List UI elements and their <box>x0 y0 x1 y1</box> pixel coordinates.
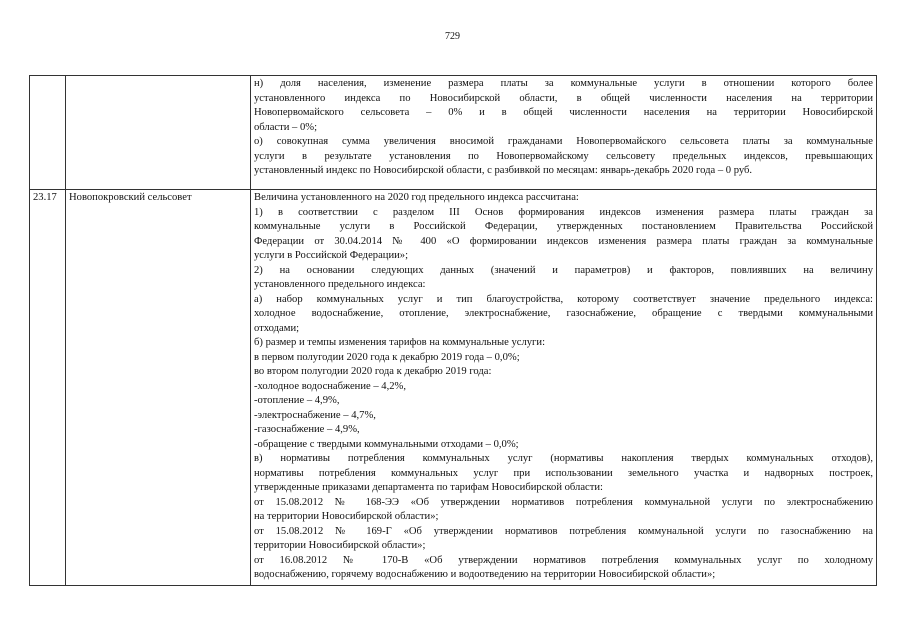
name-cell-empty <box>66 76 251 190</box>
index-calculation-text-block <box>254 191 873 583</box>
row-23-17-text-line: в первом полугодии 2020 года к декабрю 2019 года – 0,0%; <box>254 351 520 363</box>
continued-text-line: о) совокупная сумма увеличения вносимой гражданами Новопервомайского сельсовета платы за коммунальные <box>254 136 873 147</box>
row-23-17-text-line: отходами; <box>254 322 300 334</box>
row-23-17-text-line: 2) на основании следующих данных (значений и параметров) и факторов, повлиявших на величину <box>254 264 873 276</box>
row-23-17-text-line: водоснабжению, горячему водоснабжению и водоотведению на территории Новосибирской области»; <box>254 569 716 580</box>
row-23-17-text-line: утвержденные приказами департамента по тарифам Новосибирской области: <box>254 482 603 493</box>
continued-text-line: услуги в результате установления по Новопервомайскому сельсовету предельных индексов, превышающих <box>254 150 873 162</box>
row-23-17-text-line: коммунальные услуги в Российской Федерации, утвержденных постановлением Правительства Российской <box>254 221 873 232</box>
row-23-17-text-line: услуги в Российской Федерации»; <box>254 250 409 261</box>
row-23-17-text-line: территории Новосибирской области»; <box>254 540 426 551</box>
row-23-17-text-line: во втором полугодии 2020 года к декабрю 2019 года: <box>254 366 492 377</box>
row-23-17-text-line: -отопление – 4,9%, <box>254 395 340 406</box>
row-23-17-text-line: -холодное водоснабжение – 4,2%, <box>254 380 406 392</box>
row-23-17-text-line: б) размер и темпы изменения тарифов на коммунальные услуги: <box>254 337 546 348</box>
row-23-17-text-line: установленного предельного индекса: <box>254 279 426 290</box>
row-23-17-text-line: на территории Новосибирской области»; <box>254 511 439 522</box>
row-23-17-text-line: Федерации от 30.04.2014 № 400 «О формировании индексов изменения размера платы граждан за коммунальные <box>254 235 873 247</box>
text-cell-continued <box>251 76 877 190</box>
continued-text-block <box>254 77 873 179</box>
row-23-17-text-line: в) нормативы потребления коммунальных услуг (нормативы накопления твердых коммунальных отходов), <box>254 453 873 464</box>
row-23-17-text-line: от 15.08.2012 № 169-Г «Об утверждении нормативов потребления коммунальной услуги по газоснабжению на <box>254 525 873 537</box>
row-23-17-text-line: а) набор коммунальных услуг и тип благоустройства, которому соответствует значение предельного индекса: <box>254 293 873 305</box>
row-number-cell: 23.17 <box>30 190 66 586</box>
continued-text-line: области – 0%; <box>254 121 318 133</box>
continued-text-line: установленного индекса по Новосибирской области, в общей численности населения на территории <box>254 92 873 104</box>
number-cell-empty <box>30 76 66 190</box>
continued-text-line: установленный индекс по Новосибирской области, с разбивкой по месяцам: январь-декабрь 2020 года – 0 руб. <box>254 165 753 176</box>
continued-text-line: Новопервомайского сельсовета – 0% и в общей численности населения на территории Новосибирской <box>254 107 873 118</box>
document-table <box>29 75 877 586</box>
row-23-17-text-line: от 15.08.2012 № 168-ЭЭ «Об утверждении нормативов потребления коммунальной услуги по электроснабжению <box>254 496 873 508</box>
page-number: 729 <box>445 31 460 42</box>
row-23-17-text-line: холодное водоснабжение, отопление, электроснабжение, газоснабжение, обращение с твердыми коммунальными <box>254 308 873 319</box>
table-row-continued <box>30 76 877 190</box>
continued-text-line: н) доля населения, изменение размера платы за коммунальные услуги в отношении которого более <box>254 78 873 89</box>
row-23-17-text-line: нормативы потребления коммунальных услуг при использовании земельного участка и надворных построек, <box>254 467 873 479</box>
row-23-17-text-line: Величина установленного на 2020 год предельного индекса рассчитана: <box>254 192 579 203</box>
text-cell-23-17 <box>251 190 877 586</box>
row-23-17-text-line: -электроснабжение – 4,7%, <box>254 409 376 421</box>
row-23-17-text-line: -газоснабжение – 4,9%, <box>254 424 360 435</box>
municipality-name-cell: Новопокровский сельсовет <box>66 190 251 586</box>
row-23-17-text-line: от 16.08.2012 № 170-В «Об утверждении нормативов потребления коммунальных услуг по холодному <box>254 554 873 566</box>
row-23-17-text-line: 1) в соответствии с разделом III Основ формирования индексов изменения размера платы граждан за <box>254 206 873 218</box>
table-row-23-17 <box>30 190 877 586</box>
row-23-17-text-line: -обращение с твердыми коммунальными отходами – 0,0%; <box>254 438 519 450</box>
